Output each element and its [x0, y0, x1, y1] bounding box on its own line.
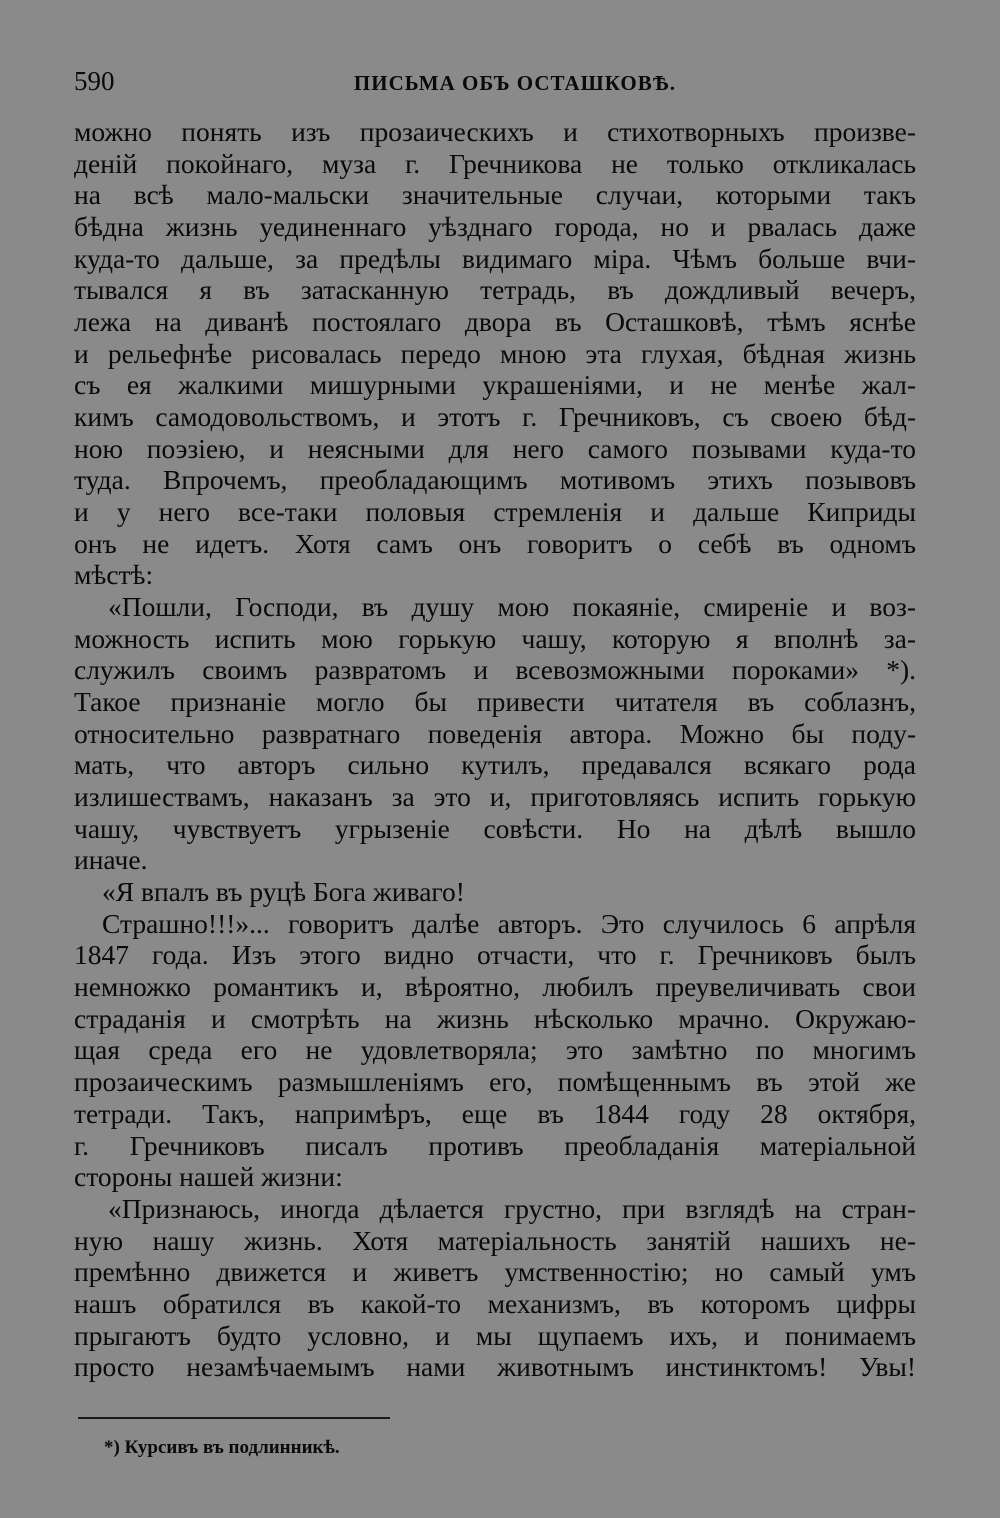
footnote-rule — [78, 1417, 390, 1419]
text-line: относительно развратнаго поведенія автора. Можно бы поду- — [74, 717, 916, 749]
text-line: съ ея жалкими мишурными украшеніями, и не менѣе жал- — [74, 369, 916, 401]
text-line: чашу, чувствуетъ угрызеніе совѣсти. Но на дѣлѣ вышло — [74, 812, 916, 844]
text-line: туда. Впрочемъ, преобладающимъ мотивомъ этихъ позывовъ — [74, 464, 916, 496]
text-line: тывался я въ затасканную тетрадь, въ дождливый вечеръ, — [74, 274, 916, 306]
text-line: бѣдна жизнь уединеннаго уѣзднаго города, но и рвалась даже — [74, 211, 916, 243]
text-line: «Я впалъ въ руцѣ Бога живаго! — [102, 876, 465, 908]
footnote: *) Курсивъ въ подлинникѣ. — [104, 1437, 340, 1458]
text-line: и рельефнѣе рисовалась передо мною эта глухая, бѣдная жизнь — [74, 337, 916, 369]
text-line: стороны нашей жизни: — [74, 1161, 343, 1193]
text-line: служилъ своимъ развратомъ и всевозможными пороками» *). — [74, 654, 916, 686]
text-line: лежа на диванѣ постоялаго двора въ Осташковѣ, тѣмъ яснѣе — [74, 306, 916, 338]
page-number: 590 — [74, 66, 115, 96]
text-line: мать, что авторъ сильно кутилъ, предавался всякаго рода — [74, 749, 916, 781]
text-line: излишествамъ, наказанъ за это и, приготовляясь испить горькую — [74, 781, 916, 813]
text-line: нашъ обратился въ какой-то механизмъ, въ которомъ цифры — [74, 1287, 916, 1319]
text-line: «Признаюсь, иногда дѣлается грустно, при взглядѣ на стран- — [108, 1192, 916, 1224]
text-line: немножко романтикъ и, вѣроятно, любилъ преувеличивать свои — [74, 971, 916, 1003]
text-line: можно понять изъ прозаическихъ и стихотворныхъ произве- — [74, 116, 916, 147]
text-line: кимъ самодовольствомъ, и этотъ г. Гречниковъ, съ своею бѣд- — [74, 401, 916, 433]
text-line: просто незамѣчаемымъ нами животнымъ инстинктомъ! Увы! — [74, 1351, 916, 1383]
running-title: ПИСЬМА ОБЪ ОСТАШКОВѢ. — [353, 71, 677, 95]
text-line: онъ не идетъ. Хотя самъ онъ говоритъ о себѣ въ одномъ — [74, 527, 916, 559]
page-header — [74, 64, 916, 98]
text-line: тетради. Такъ, напримѣръ, еще въ 1844 году 28 октября, — [74, 1097, 916, 1129]
text-line: прозаическимъ размышленіямъ его, помѣщеннымъ въ этой же — [74, 1066, 916, 1098]
text-line: Такое признаніе могло бы привести читателя въ соблазнъ, — [74, 686, 916, 718]
text-line: можность испить мою горькую чашу, которую я вполнѣ за- — [74, 622, 916, 654]
text-line: мѣстѣ: — [74, 559, 154, 591]
text-line: куда-то дальше, за предѣлы видимаго міра. Чѣмъ больше вчи- — [74, 242, 916, 274]
text-line: 1847 года. Изъ этого видно отчасти, что г. Гречниковъ былъ — [74, 939, 916, 971]
body-text — [74, 116, 916, 1383]
text-line: «Пошли, Господи, въ душу мою покаяніе, смиреніе и воз- — [108, 591, 916, 623]
text-line: г. Гречниковъ писалъ противъ преобладанія матеріальной — [74, 1129, 916, 1161]
text-line: иначе. — [74, 844, 148, 876]
text-line: деній покойнаго, муза г. Гречникова не только откликалась — [74, 147, 916, 179]
text-line: прыгаютъ будто условно, и мы щупаемъ ихъ, и понимаемъ — [74, 1319, 916, 1351]
text-line: страданія и смотрѣть на жизнь нѣсколько мрачно. Окружаю- — [74, 1002, 916, 1034]
text-line: на всѣ мало-мальски значительные случаи, которыми такъ — [74, 179, 916, 211]
text-line: и у него все-таки половыя стремленія и дальше Киприды — [74, 496, 916, 528]
text-line: щая среда его не удовлетворяла; это замѣтно по многимъ — [74, 1034, 916, 1066]
text-line: Страшно!!!»... говоритъ далѣе авторъ. Это случилось 6 апрѣля — [102, 907, 916, 939]
text-line: ною поэзіею, и неясными для него самого позывами куда-то — [74, 432, 916, 464]
text-line: ную нашу жизнь. Хотя матеріальность занятій нашихъ не- — [74, 1224, 916, 1256]
text-line: премѣнно движется и живетъ умственностію; но самый умъ — [74, 1256, 916, 1288]
